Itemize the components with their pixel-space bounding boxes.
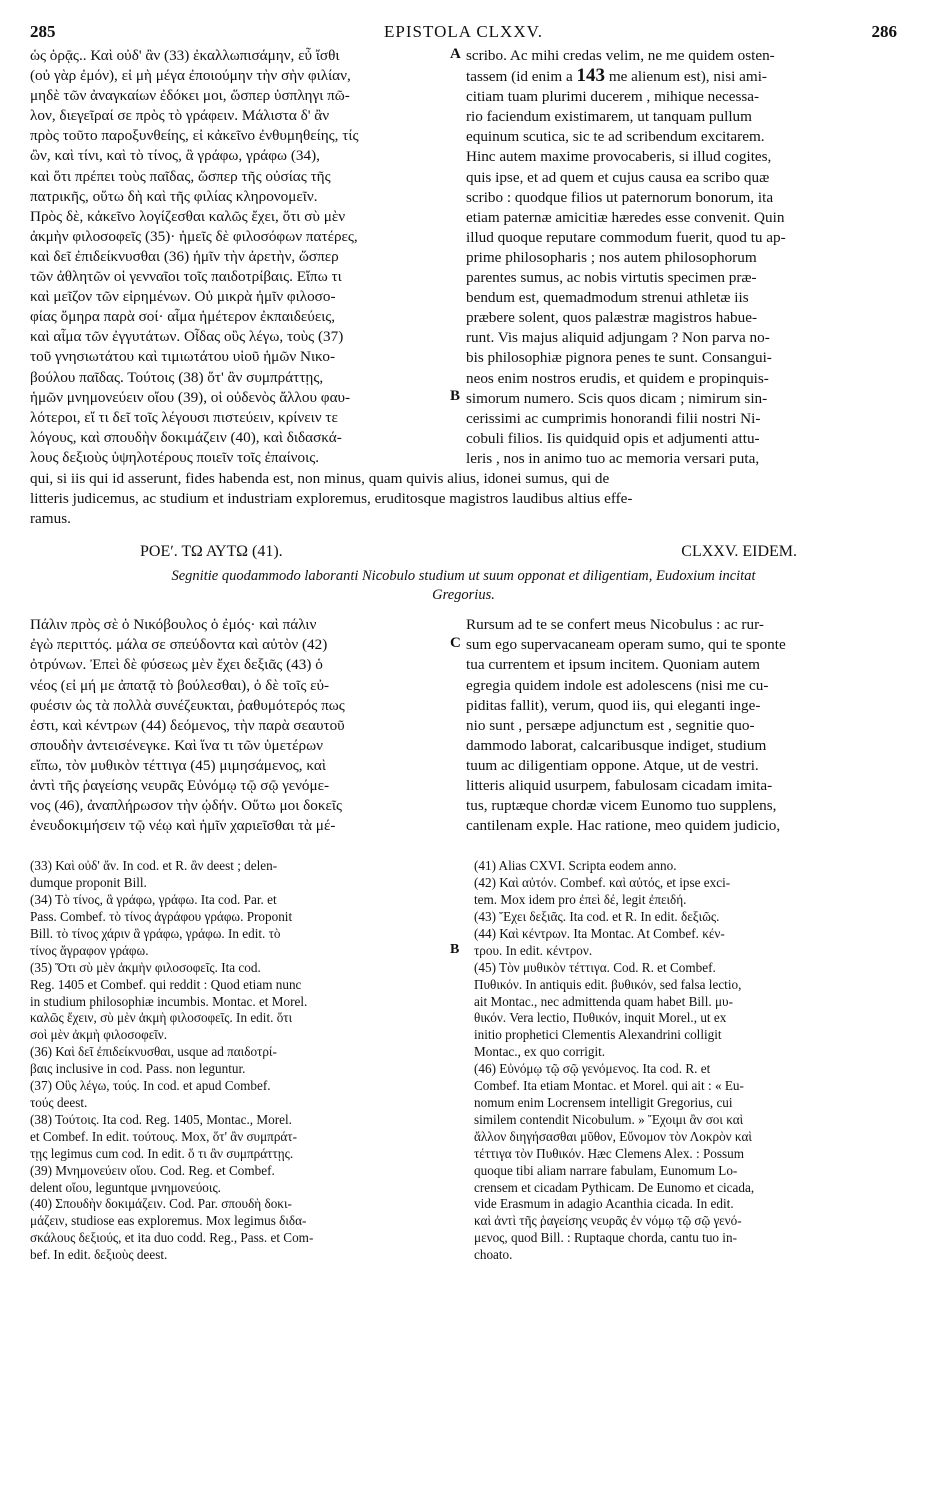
latin-letter-line: dammodo laborat, calcaribusque indiget, studium (466, 736, 767, 754)
full-width-line: qui, si iis qui id asserunt, fides habenda est, non minus, quam quivis alius, idonei sumus, qui de (30, 469, 610, 487)
greek-letter-line: ἐγὼ περιττός. μάλα σε σπεύδοντα καὶ αὐτὸν (42) (30, 636, 328, 654)
letter-columns (30, 615, 897, 836)
latin-line: scribo : quodque filios ut paternorum bonorum, ita (466, 188, 774, 206)
latin-line: cerissimi ac cumprimis honorandi filii nostri Ni- (466, 409, 761, 427)
greek-letter-line: φυέσιν ὡς τὰ πολλὰ συνέζευκται, ῥαθυμότερός πως (30, 696, 345, 714)
latin-line: præbere solent, quos palæstræ magistros habue- (466, 309, 758, 327)
greek-letter-line: εἴπω, τὸν μυθικὸν τέττιγα (45) μιμησάμενος, καὶ (30, 756, 326, 774)
footnote-line: in studium philosophiæ incumbis. Montac. et Morel. (30, 993, 308, 1009)
footnote-line: σκάλους δεξιούς, et ita duo codd. Reg., Pass. et Com- (30, 1230, 314, 1246)
greek-letter-title: ΡΟΕʹ. ΤΩ ΑΥΤΩ (41). (140, 543, 283, 561)
greek-letter-line: σπουδὴν ἀντεισένεγκε. Καὶ ἵνα τι τῶν ὑμετέρων (30, 736, 323, 754)
latin-letter-line: nio sunt , persæpe adjunctum est , segnitie quo- (466, 716, 755, 734)
footnote-line: (43) Ἔχει δεξιᾶς. Ita cod. et R. In edit. δεξιῶς. (474, 909, 720, 924)
margin-markers-letter (450, 615, 464, 836)
latin-column-letter (464, 615, 897, 836)
footnote-line: (34) Τὸ τίνος, ἃ γράφω, γράφω. Ita cod. Par. et (30, 892, 277, 908)
letter-summary (30, 567, 897, 605)
full-width-line: ramus. (30, 510, 71, 528)
latin-line: equinum scutica, sic te ad scribendum excitarem. (466, 128, 765, 146)
greek-column-letter (30, 615, 450, 836)
footnote-line: vide Erasmum in adagio Acanthia cicada. In edit. (474, 1196, 734, 1212)
latin-text-letter (466, 615, 897, 836)
footnote-line: ἄλλον διηγήσασθαι μῦθον, Εὔνομον τὸν Λοκρὸν καὶ (474, 1128, 752, 1144)
margin-markers-notes (450, 858, 464, 1264)
footnote-line: καλῶς ἔχειν, σὺ μὲν ἀκμὴ φιλοσοφεῖς. In edit. ὅτι (30, 1010, 293, 1026)
latin-line: prime philosopharis ; nos autem philosophorum (466, 248, 757, 266)
greek-line: Πρὸς δὲ, κἀκεῖνο λογίζεσθαι καλῶς ἔχει, ὅτι σὺ μὲν (30, 207, 346, 225)
latin-letter-line: tua currentem et ipsum incitem. Quoniam autem (466, 656, 760, 674)
footnote-line: initio prophetici Clementis Alexandrini colligit (474, 1027, 722, 1043)
greek-line: μηδὲ τῶν ἀναγκαίων ἐδόκει μοι, ὥσπερ ὑσπληγι πῶ- (30, 87, 350, 105)
full-width-line: litteris judicemus, ac studium et industriam exploremus, eruditosque magistros laudibus altius effe- (30, 490, 633, 508)
footnote-line: Pass. Combef. τὸ τίνος ἀγράφου γράφω. Proponit (30, 909, 293, 924)
latin-line: neos enim nostros erudis, et quidem e propinquis- (466, 369, 769, 387)
margin-marker-b: B (450, 388, 461, 404)
footnote-line: τίνος ἄγραφον γράφω. (30, 942, 149, 958)
latin-letter-line: piditas fallit), verum, quod iis, qui eleganti inge- (466, 696, 761, 714)
column-number-badge: 143 (576, 66, 606, 87)
latin-letter-line: Rursum ad te se confert meus Nicobulus : ac rur- (466, 616, 764, 634)
margin-marker-a: A (450, 46, 461, 62)
footnote-line: Montac., ex quo corrigit. (474, 1044, 606, 1060)
latin-line: simorum numero. Scis quos dicam ; nimirum sin- (466, 389, 768, 407)
running-header (30, 22, 897, 46)
running-title: EPISTOLA CLXXV. (384, 22, 543, 41)
latin-column-top (464, 46, 897, 469)
latin-letter-line: sum ego supervacaneam operam sumo, qui te sponte (466, 636, 786, 654)
latin-line: illud quoque reputare commodum fuerit, quod tu ap- (466, 228, 786, 246)
greek-line: πρὸς τοῦτο παροξυνθείης, εἰ κἀκεῖνο ἐνθυμηθείης, τίς (30, 127, 359, 145)
latin-line: parentes sumus, ac nobis virtutis specimen præ- (466, 269, 757, 287)
footnote-line: Bill. τὸ τίνος χάριν ἃ γράφω, γράφω. In edit. τὸ (30, 925, 281, 941)
latin-letter-line: egregia quidem indole est adolescens (nisi me cu- (466, 676, 769, 694)
latin-line: citiam tuam plurimi ducerem , mihique necessa- (466, 88, 760, 106)
latin-line: leris , nos in animo tuo ac memoria versari puta, (466, 449, 760, 467)
footnote-line: σοὶ μὲν ἀκμὴ φιλοσοφεῖν. (30, 1027, 168, 1043)
footnote-line: (33) Καὶ οὐδ' ἄν. In cod. et R. ἂν deest ; delen- (30, 858, 278, 874)
latin-line: bendum est, quemadmodum strenui athletæ iis (466, 289, 749, 307)
greek-line: καὶ ὅτι πρέπει τοὺς παῖδας, ὥσπερ τῆς οὐσίας τῆς (30, 167, 331, 185)
footnotes-right-text (474, 858, 897, 1264)
greek-line: λον, διεγεῖραί σε πρὸς τὸ γράφειν. Μάλιστα δ' ἂν (30, 107, 330, 125)
margin-marker-b-notes: B (450, 942, 460, 958)
footnote-line: delent οἴου, leguntque μνημονεύοις. (30, 1179, 221, 1195)
footnote-line: Reg. 1405 et Combef. qui reddit : Quod etiam nunc (30, 976, 302, 992)
footnote-line: ait Montac., nec admittenda quam habet Bill. μυ- (474, 993, 733, 1009)
latin-letter-line: litteris aliquid usurpem, fabulosam cicadam imita- (466, 777, 773, 794)
footnote-line: similem contendit Nicobulum. » Ἔχοιμι ἂν σοι καὶ (474, 1111, 744, 1127)
summary-line: Segnitie quodammodo laboranti Nicobulo studium ut suum opponat et diligentiam, Eudoxium incitat (171, 568, 756, 585)
footnotes-left (30, 858, 450, 1264)
footnote-line: et Combef. In edit. τούτους. Mox, ὅτ' ἂν συμπράτ- (30, 1128, 297, 1144)
latin-letter-line: tus, ruptæque chordæ vicem Eunomo tuo supplens, (466, 797, 777, 815)
latin-line: scribo. Ac mihi credas velim, ne me quidem osten- (466, 47, 775, 64)
greek-text-letter (30, 615, 444, 836)
footnotes-right (464, 858, 897, 1264)
footnote-line: (39) Μνημονεύειν οἴου. Cod. Reg. et Combef. (30, 1162, 275, 1178)
footnote-line: τρου. In edit. κέντρον. (474, 942, 593, 958)
footnote-line: τούς deest. (30, 1094, 88, 1110)
greek-line: λότεροι, εἴ τι δεῖ τοῖς λέγουσι πιστεύειν, κρίνειν τε (30, 408, 338, 426)
greek-column-top (30, 46, 450, 469)
greek-line: τῶν ἀθλητῶν οἱ γενναῖοι τοῖς παιδοτρίβαις. Εἴπω τι (30, 268, 342, 286)
footnote-line: καὶ ἀντὶ τῆς ῥαγείσης νευρᾶς ἐν νόμῳ τῷ σῷ γενό- (474, 1213, 742, 1229)
footnote-line: bef. In edit. δεξιοὺς deest. (30, 1247, 168, 1263)
margin-marker-c: C (450, 635, 461, 652)
greek-line: καὶ μεῖζον τῶν εἰρημένων. Οὐ μικρὰ ἡμῖν φιλοσο- (30, 288, 336, 306)
footnote-line: (38) Τούτοις. Ita cod. Reg. 1405, Montac., Morel. (30, 1111, 292, 1127)
greek-letter-line: νέος (εἰ μή με ἀπατᾷ τὸ βούλεσθαι), ὁ δὲ τοῖς εὐ- (30, 676, 330, 694)
top-columns (30, 46, 897, 469)
footnote-line: tem. Mox idem pro ἐπεὶ δέ, legit ἐπειδή. (474, 892, 687, 908)
greek-letter-line: νος (46), ἀναπλήρωσον τὴν ᾠδήν. Οὕτω μοι δοκεῖς (30, 797, 342, 815)
footnote-line: θικόν. Vera lectio, Πυθικόν, inquit Morel., ut ex (474, 1010, 727, 1026)
margin-markers-top (450, 46, 464, 469)
footnote-line: crensem et cicadam Pythicam. De Eunomo et cicada, (474, 1179, 755, 1195)
footnote-line: τέττιγα τὸν Πυθικόν. Hæc Clemens Alex. : Possum (474, 1145, 745, 1161)
page-number-right: 286 (871, 22, 897, 41)
latin-line: runt. Vis majus aliquid adjungam ? Non parva no- (466, 329, 770, 347)
greek-line: καὶ δεῖ ἐπιδείκνυσθαι (36) ἡμῖν τὴν ἀρετὴν, ὥσπερ (30, 247, 339, 265)
greek-line: ὢν, καὶ τίνι, καὶ τὸ τίνος, ἃ γράφω, γράφω (34), (30, 147, 320, 165)
latin-line: quis ipse, et ad quem et cujus causa ea scribo quæ (466, 168, 770, 186)
greek-line: καὶ αἷμα τῶν ἐγγυτάτων. Οἶδας οὓς λέγω, τοὺς (37) (30, 328, 344, 346)
latin-line: Hinc autem maxime provocaberis, si illud cogites, (466, 148, 772, 166)
footnote-line: Πυθικόν. In antiquis edit. βυθικόν, sed falsa lectio, (474, 976, 742, 992)
greek-line: πατρικῆς, οὕτω δὴ καὶ τῆς φιλίας κληρονομεῖν. (30, 187, 318, 205)
footnote-line: (42) Καὶ αὐτόν. Combef. καὶ αὐτός, et ipse exci- (474, 875, 731, 891)
latin-letter-line: tuum ac diligentiam oppone. Atque, ut de vestri. (466, 756, 759, 774)
footnote-line: μάζειν, studiose eas exploremus. Mox legimus διδα- (30, 1213, 307, 1229)
page-number-left: 285 (30, 22, 56, 41)
footnote-line: (35) Ὅτι σὺ μὲν ἀκμὴν φιλοσοφεῖς. Ita cod. (30, 959, 261, 975)
greek-text-top (30, 46, 444, 468)
greek-letter-line: ἀντὶ τῆς ῥαγείσης νευρᾶς Εὐνόμῳ τῷ σῷ γενόμε- (30, 777, 330, 794)
footnote-line: (37) Οὓς λέγω, τούς. In cod. et apud Combef. (30, 1078, 271, 1094)
footnote-line: quoque tibi aliam narrare fabulam, Eunomum Lo- (474, 1162, 738, 1178)
greek-line: φίας ὅμηρα παρὰ σοί· αἷμα ἡμέτερον ἐκπαιδεύεις, (30, 308, 336, 326)
greek-line: ἀκμὴν φιλοσοφεῖς (35)· ἡμεῖς δὲ φιλοσόφων πατέρες, (30, 227, 358, 245)
footnote-line: Combef. Ita etiam Montac. et Morel. qui ait : « Eu- (474, 1078, 744, 1094)
greek-letter-line: ὀτρύνων. Ἐπεὶ δὲ φύσεως μὲν ἔχει δεξιᾶς (43) ὁ (30, 656, 323, 674)
footnote-line: μενος, quod Bill. : Ruptaque chorda, cantu tuo in- (474, 1230, 737, 1246)
latin-line (466, 66, 897, 87)
footnote-line: nomum enim Locrensem intelligit Gregorius, cui (474, 1094, 733, 1110)
footnote-line: (41) Alias CXVI. Scripta eodem anno. (474, 858, 677, 874)
footnote-line: dumque proponit Bill. (30, 875, 147, 891)
greek-line: βούλου παῖδας. Τούτοις (38) ὅτ' ἂν συμπράττῃς, (30, 368, 324, 386)
letter-headings (30, 543, 897, 561)
latin-line: cobuli filios. Iis quidquid opis et adjumenti attu- (466, 429, 760, 447)
greek-line: τοῦ γνησιωτάτου καὶ τιμιωτάτου υἱοῦ ἡμῶν Νικο- (30, 348, 336, 366)
latin-line-tail: me alienum est), nisi ami- (605, 68, 767, 86)
footnotes (30, 858, 897, 1264)
footnote-line: (36) Καὶ δεῖ ἐπιδείκνυσθαι, usque ad παιδοτρί- (30, 1044, 277, 1060)
greek-line: ὡς ὁρᾷς.. Καὶ οὐδ' ἂν (33) ἐκαλλωπισάμην, εὖ ἴσθι (30, 47, 340, 64)
greek-letter-line: Πάλιν πρὸς σὲ ὁ Νικόβουλος ὁ ἐμός· καὶ πάλιν (30, 616, 317, 634)
greek-line: (οὐ γὰρ ἐμόν), εἰ μὴ μέγα ἐποιούμην τὴν σὴν φιλίαν, (30, 67, 351, 85)
footnote-line: (45) Τὸν μυθικὸν τέττιγα. Cod. R. et Combef. (474, 959, 716, 975)
footnote-line: (46) Εὐνόμῳ τῷ σῷ γενόμενος. Ita cod. R. et (474, 1061, 711, 1077)
greek-line: ἡμῶν μνημονεύειν οἴου (39), οἱ οὐδενὸς ἄλλου φαυ- (30, 388, 351, 406)
latin-text-top (466, 46, 897, 469)
footnote-line: βαις inclusive in cod. Pass. non leguntur. (30, 1061, 246, 1077)
footnote-line: (44) Καὶ κέντρων. Ita Montac. At Combef. κέν- (474, 925, 725, 941)
footnote-line: choato. (474, 1247, 513, 1263)
footnote-line: τῃς legimus cum cod. In edit. ὅ τι ἂν συμπράττῃς. (30, 1145, 294, 1161)
latin-line: etiam paternæ amicitiæ hæredes esse convenit. Quin (466, 208, 785, 226)
latin-line: rio faciendum existimarem, ut tanquam pullum (466, 108, 752, 126)
latin-letter-line: cantilenam exple. Hac ratione, meo quidem judicio, (466, 817, 781, 835)
footnotes-left-text (30, 858, 450, 1264)
greek-letter-line: ἐνευδοκιμήσειν τῷ νέῳ καὶ ἡμῖν χαριεῖσθαι τὰ μέ- (30, 817, 336, 835)
greek-letter-line: ἐστι, καὶ κέντρων (44) δεόμενος, τὴν παρὰ σεαυτοῦ (30, 716, 345, 734)
summary-line: Gregorius. (432, 587, 495, 604)
greek-line: λους δεξιοὺς ὑψηλοτέρους ποιεῖν τοῖς ἐπαίνοις. (30, 448, 320, 466)
full-width-paragraph (30, 469, 897, 529)
footnote-line: (40) Σπουδὴν δοκιμάζειν. Cod. Par. σπουδὴ δοκι- (30, 1196, 292, 1212)
latin-line: bis philosophiæ pignora penes te sunt. Consangui- (466, 349, 772, 367)
greek-line: λόγους, καὶ σπουδὴν δοκιμάζειν (40), καὶ διδασκά- (30, 428, 342, 446)
latin-line-head: tassem (id enim a (466, 68, 577, 86)
latin-letter-title: CLXXV. EIDEM. (681, 543, 797, 561)
